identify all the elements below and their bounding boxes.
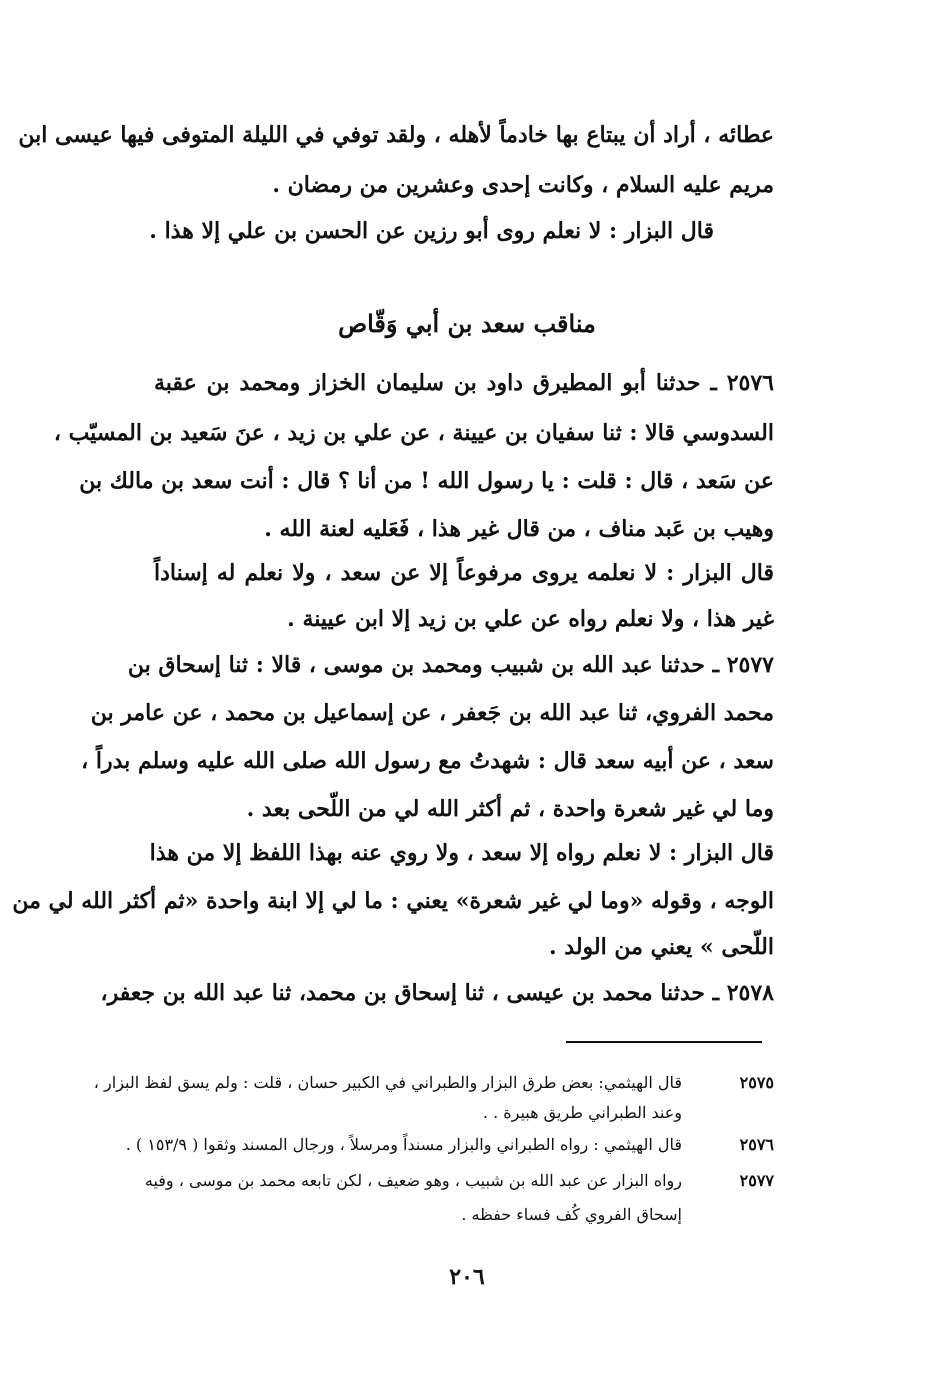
footnote-text: قال الهيثمي : رواه الطبراني والبزار مسنداً ومرسلاً ، ورجال المسند وثقوا ( ١٥٣/٩ ) . bbox=[125, 1135, 682, 1154]
text-line: وهيب بن عَبد مناف ، من قال غير هذا ، فَعَليه لعنة الله . bbox=[264, 516, 774, 542]
text-line: قال البزار : لا نعلم رواه إلا سعد ، ولا روي عنه بهذا اللفظ إلا من هذا bbox=[149, 840, 774, 866]
footnote-divider bbox=[566, 1041, 762, 1043]
text-line: ٢٥٧٨ ـ حدثنا محمد بن عيسى ، ثنا إسحاق بن محمد، ثنا عبد الله بن جعفر، bbox=[100, 980, 774, 1006]
footnote-number: ٢٥٧٧ bbox=[739, 1171, 774, 1190]
text-line: قال البزار : لا نعلم روى أبو رزين عن الحسن بن علي إلا هذا . bbox=[149, 218, 714, 244]
text-line: عطائه ، أراد أن يبتاع بها خادماً لأهله ، ولقد توفي في الليلة المتوفى فيها عيسى ابن bbox=[18, 122, 774, 148]
text-line: عن سَعد ، قال : قلت : يا رسول الله ! من أنا ؟ قال : أنت سعد بن مالك بن bbox=[79, 468, 774, 494]
text-line: الوجه ، وقوله «وما لي غير شعرة» يعني : ما لي إلا ابنة واحدة «ثم أكثر الله لي من bbox=[12, 888, 774, 914]
text-line: ٢٥٧٦ ـ حدثنا أبو المطيرق داود بن سليمان الخزاز ومحمد بن عقبة bbox=[154, 370, 774, 396]
text-line: سعد ، عن أبيه سعد قال : شهدتُ مع رسول الله صلى الله عليه وسلم بدراً ، bbox=[81, 748, 774, 774]
text-line: السدوسي قالا : ثنا سفيان بن عيينة ، عن علي بن زيد ، عنَ سَعيد بن المسيّب ، bbox=[53, 420, 774, 446]
section-heading: مناقب سعد بن أبي وَقّاص bbox=[338, 309, 596, 338]
footnote-text: إسحاق الفروي كُف فساء حفظه . bbox=[461, 1205, 682, 1224]
text-line: مريم عليه السلام ، وكانت إحدى وعشرين من رمضان . bbox=[272, 172, 774, 198]
footnote-number: ٢٥٧٦ bbox=[739, 1135, 774, 1154]
text-line: قال البزار : لا نعلمه يروى مرفوعاً إلا عن سعد ، ولا نعلم له إسناداً bbox=[154, 560, 774, 586]
text-line: وما لي غير شعرة واحدة ، ثم أكثر الله لي من اللّحى بعد . bbox=[246, 796, 774, 822]
text-line: محمد الفروي، ثنا عبد الله بن جَعفر ، عن إسماعيل بن محمد ، عن عامر بن bbox=[90, 700, 774, 726]
page-number: ٢٠٦ bbox=[449, 1264, 485, 1290]
text-line: اللّحى » يعني من الولد . bbox=[548, 934, 774, 960]
text-line: ٢٥٧٧ ـ حدثنا عبد الله بن شبيب ومحمد بن موسى ، قالا : ثنا إسحاق بن bbox=[127, 652, 774, 678]
footnote-number: ٢٥٧٥ bbox=[739, 1073, 774, 1092]
text-line: غير هذا ، ولا نعلم رواه عن علي بن زيد إلا ابن عيينة . bbox=[287, 606, 774, 632]
footnote-text: قال الهيثمي: بعض طرق البزار والطبراني في الكبير حسان ، قلت : ولم يسق لفظ البزار ، bbox=[93, 1073, 682, 1092]
footnote-text: رواه البزار عن عبد الله بن شبيب ، وهو ضعيف ، لكن تابعه محمد بن موسى ، وفيه bbox=[144, 1171, 682, 1190]
footnote-text: وعند الطبراني طريق هبيرة . . bbox=[482, 1103, 682, 1122]
